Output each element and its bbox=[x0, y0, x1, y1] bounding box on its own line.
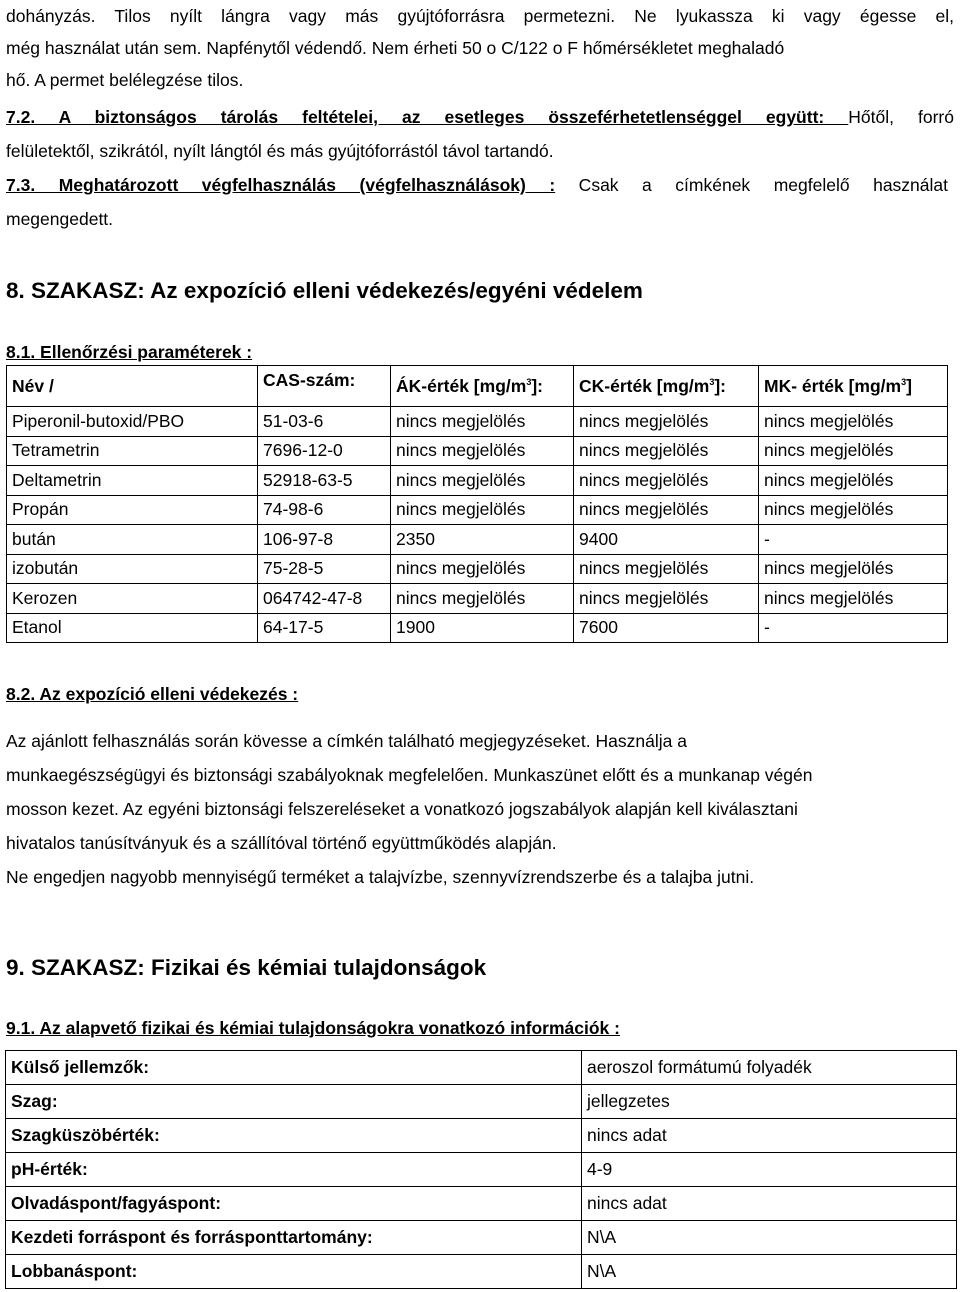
cell-name: izobután bbox=[7, 554, 258, 584]
cell-cas: 75-28-5 bbox=[258, 554, 391, 584]
table-row bbox=[6, 1255, 957, 1289]
cell-mk: nincs megjelölés bbox=[759, 436, 948, 466]
header-ak-label: ÁK-érték [mg/m bbox=[396, 375, 527, 396]
cell-mk: nincs megjelölés bbox=[759, 495, 948, 525]
table-row bbox=[6, 1051, 957, 1085]
cell-name: bután bbox=[7, 525, 258, 555]
section-8-title: 8. SZAKASZ: Az expozíció elleni védekezés/egyéni védelem bbox=[6, 278, 643, 303]
intro-line-1: dohányzás. Tilos nyílt lángra vagy más gyújtóforrásra permetezni. Ne lyukassza ki vagy égesse el, bbox=[6, 6, 954, 26]
table-row bbox=[6, 1153, 957, 1187]
header-ck-suffix: ]: bbox=[714, 375, 726, 396]
cell-mk: - bbox=[759, 525, 948, 555]
property-value: nincs adat bbox=[582, 1119, 957, 1153]
cell-cas: 106-97-8 bbox=[258, 525, 391, 555]
cell-mk: nincs megjelölés bbox=[759, 407, 948, 437]
cell-mk: nincs megjelölés bbox=[759, 584, 948, 614]
section-9-title: 9. SZAKASZ: Fizikai és kémiai tulajdonságok bbox=[6, 955, 487, 980]
table-row bbox=[7, 407, 948, 437]
cell-name: Etanol bbox=[7, 613, 258, 643]
cell-cas: 52918-63-5 bbox=[258, 466, 391, 496]
table-row bbox=[7, 436, 948, 466]
property-label: Szagküszöbérték: bbox=[6, 1119, 582, 1153]
cell-ck: nincs megjelölés bbox=[574, 436, 759, 466]
cell-ck: 7600 bbox=[574, 613, 759, 643]
s73-line-2: megengedett. bbox=[6, 209, 114, 229]
header-cas-label: CAS-szám: bbox=[263, 370, 356, 390]
s72-heading: 7.2. A biztonságos tárolás feltételei, az esetleges összeférhetetlenséggel együtt: bbox=[6, 107, 849, 127]
cell-ck: nincs megjelölés bbox=[574, 407, 759, 437]
cell-ck: nincs megjelölés bbox=[574, 466, 759, 496]
s82-line-5: Ne engedjen nagyobb mennyiségű terméket a talajvízbe, szennyvízrendszerbe és a talajba jutni. bbox=[6, 867, 755, 887]
property-value: N\A bbox=[582, 1221, 957, 1255]
cell-ak: nincs megjelölés bbox=[391, 436, 574, 466]
cell-ak: nincs megjelölés bbox=[391, 584, 574, 614]
table-row bbox=[7, 525, 948, 555]
property-label: Külső jellemzők: bbox=[6, 1051, 582, 1085]
physical-properties-table bbox=[5, 1050, 957, 1289]
s72-text-1: Hőtől, forró bbox=[848, 107, 954, 127]
table-row bbox=[7, 554, 948, 584]
table-row bbox=[6, 1221, 957, 1255]
cell-ak: 2350 bbox=[391, 525, 574, 555]
cell-mk: nincs megjelölés bbox=[759, 466, 948, 496]
cell-ak: nincs megjelölés bbox=[391, 407, 574, 437]
cell-cas: 64-17-5 bbox=[258, 613, 391, 643]
cell-name: Propán bbox=[7, 495, 258, 525]
header-cas bbox=[258, 366, 391, 407]
cell-cas: 7696-12-0 bbox=[258, 436, 391, 466]
cell-cas: 74-98-6 bbox=[258, 495, 391, 525]
s73-heading: 7.3. Meghatározott végfelhasználás (végfelhasználások) : bbox=[6, 175, 556, 195]
cell-name: Piperonil-butoxid/PBO bbox=[7, 407, 258, 437]
cell-mk: - bbox=[759, 613, 948, 643]
table-row bbox=[7, 613, 948, 643]
section-7-3 bbox=[6, 168, 948, 236]
property-label: pH-érték: bbox=[6, 1153, 582, 1187]
header-mk-label: MK- érték [mg/m bbox=[764, 375, 902, 396]
cell-name: Deltametrin bbox=[7, 466, 258, 496]
intro-line-3: hő. A permet belélegzése tilos. bbox=[6, 70, 244, 90]
s81-heading: 8.1. Ellenőrzési paraméterek : bbox=[6, 342, 253, 362]
table-header-row bbox=[7, 366, 948, 407]
table-row bbox=[7, 495, 948, 525]
property-value: aeroszol formátumú folyadék bbox=[582, 1051, 957, 1085]
s72-line-2: felületektől, szikrától, nyílt lángtól és más gyújtóforrástól távol tartandó. bbox=[6, 141, 554, 161]
header-ak-suffix: ]: bbox=[531, 375, 543, 396]
cell-mk: nincs megjelölés bbox=[759, 554, 948, 584]
section-7-2 bbox=[6, 100, 954, 168]
cell-ck: nincs megjelölés bbox=[574, 554, 759, 584]
header-ck bbox=[574, 366, 759, 407]
table-row bbox=[7, 584, 948, 614]
s82-line-2: munkaegészségügyi és biztonsági szabályoknak megfelelően. Munkaszünet előtt és a munkanap végén bbox=[6, 765, 813, 785]
table-row bbox=[7, 466, 948, 496]
s72-line-1 bbox=[6, 100, 954, 134]
s91-heading: 9.1. Az alapvető fizikai és kémiai tulajdonságokra vonatkozó információk : bbox=[6, 1018, 620, 1038]
cell-name: Tetrametrin bbox=[7, 436, 258, 466]
property-value: 4-9 bbox=[582, 1153, 957, 1187]
header-mk-suffix: ] bbox=[906, 375, 912, 396]
header-ck-label: CK-érték [mg/m bbox=[579, 375, 710, 396]
property-label: Lobbanáspont: bbox=[6, 1255, 582, 1289]
s82-body bbox=[6, 724, 954, 894]
intro-line-2: még használat után sem. Napfénytől védendő. Nem érheti 50 o C/122 o F hőmérsékletet meghaladó bbox=[6, 38, 785, 58]
header-ak-sup: 3 bbox=[526, 376, 532, 387]
s73-line-1 bbox=[6, 168, 948, 202]
cell-ck: nincs megjelölés bbox=[574, 584, 759, 614]
exposure-limits-table bbox=[6, 365, 948, 643]
property-label: Szag: bbox=[6, 1085, 582, 1119]
s82-line-4: hivatalos tanúsítványuk és a szállítóval történő együttműködés alapján. bbox=[6, 833, 557, 853]
s82-line-1: Az ajánlott felhasználás során kövesse a címkén található megjegyzéseket. Használja a bbox=[6, 731, 687, 751]
table-row bbox=[6, 1119, 957, 1153]
table-row bbox=[6, 1085, 957, 1119]
property-label: Olvadáspont/fagyáspont: bbox=[6, 1187, 582, 1221]
property-value: jellegzetes bbox=[582, 1085, 957, 1119]
cell-cas: 51-03-6 bbox=[258, 407, 391, 437]
s82-line-3: mosson kezet. Az egyéni biztonsági felszereléseket a vonatkozó jogszabályok alapján kell kiválasztani bbox=[6, 799, 798, 819]
header-mk-sup: 3 bbox=[901, 376, 907, 387]
header-name: Név / bbox=[7, 366, 258, 407]
cell-ck: 9400 bbox=[574, 525, 759, 555]
header-ck-sup: 3 bbox=[709, 376, 715, 387]
cell-name: Kerozen bbox=[7, 584, 258, 614]
s73-text-1: Csak a címkének megfelelő használat bbox=[555, 175, 948, 195]
table-row bbox=[6, 1187, 957, 1221]
section-7-continuation bbox=[6, 0, 954, 96]
header-mk bbox=[759, 366, 948, 407]
cell-ak: nincs megjelölés bbox=[391, 466, 574, 496]
cell-cas: 064742-47-8 bbox=[258, 584, 391, 614]
property-value: N\A bbox=[582, 1255, 957, 1289]
header-ak bbox=[391, 366, 574, 407]
property-label: Kezdeti forráspont és forrásponttartomány: bbox=[6, 1221, 582, 1255]
cell-ak: nincs megjelölés bbox=[391, 554, 574, 584]
cell-ak: 1900 bbox=[391, 613, 574, 643]
cell-ck: nincs megjelölés bbox=[574, 495, 759, 525]
s82-heading: 8.2. Az expozíció elleni védekezés : bbox=[6, 684, 299, 704]
cell-ak: nincs megjelölés bbox=[391, 495, 574, 525]
property-value: nincs adat bbox=[582, 1187, 957, 1221]
